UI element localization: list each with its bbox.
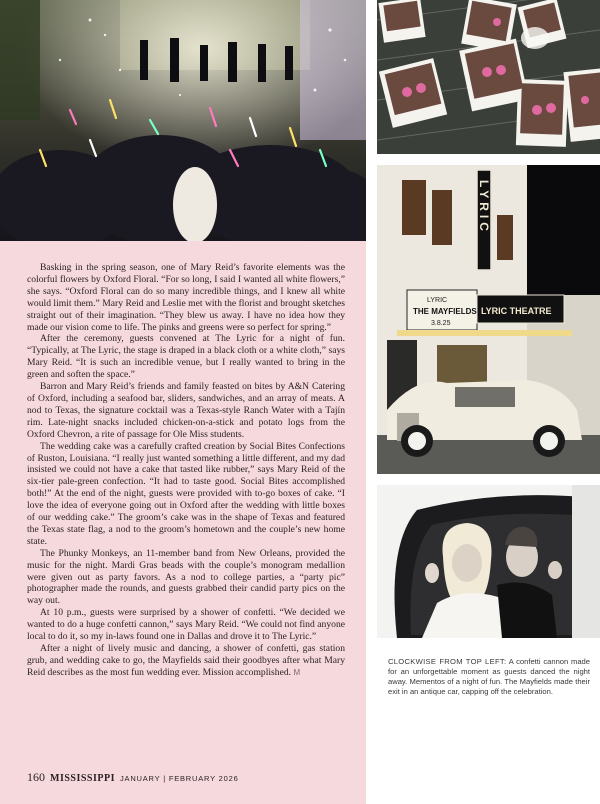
- lyric-theatre-photo: [377, 165, 600, 474]
- article-paragraph: Barron and Mary Reid’s friends and family feasted on bites by A&N Catering of Oxford, including a seafood bar, sliders, sandwiches, and an array of meats. A nod to Texas, the signature cocktail was a Texas-style Ranch Water with a Tajín rim. Late-night snacks included chicken-on-a-stick and potato logs from the Oxford Chevron, a rite of passage for Ole Miss students.: [27, 381, 345, 440]
- marquee-theatre-text: LYRIC THEATRE: [481, 306, 552, 316]
- article-body: [27, 262, 345, 679]
- couple-car-exit-photo: [377, 485, 600, 638]
- article-paragraph: The Phunky Monkeys, an 11-member band from New Orleans, provided the music for the night. Mardi Gras beads with the couple’s monogram medallion were given out as party favors. As a nod to college parties, a “party pic” photographer made the rounds, and guests grabbed their candid party pics on the way out.: [27, 547, 345, 607]
- page-folio: [27, 770, 239, 786]
- polaroid-photos: [377, 0, 600, 154]
- page-number: 160: [27, 770, 45, 784]
- article-paragraph: At 10 p.m., guests were surprised by a shower of confetti. “We decided we wanted to do a huge confetti cannon,” says Mary Reid. “We could not find anyone local to do it, so my in-laws found one in Dallas and drove it to The Lyric.”: [27, 607, 345, 643]
- article-paragraph: The wedding cake was a carefully crafted creation by Social Bites Confections of Ruston, Louisiana. “I really just wanted something a little different, and my dad insisted we could not have a cake that tasted like rubber,” says Mary Reid of the six-tier pale-green confection. “It had to taste good. Social Bites accomplished both!” At the end of the night, guests were provided with to-go boxes of cake. “I love the idea of everyone going out in Oxford after the wedding with little boxes of our wedding cake.” The groom’s cake was in the shape of Texas and featured the Texas state flag, a nod to the groom’s hometown and the couple’s new home state.: [27, 440, 345, 547]
- vertical-lyric-sign: LYRIC: [477, 180, 491, 235]
- issue-date: JANUARY | FEBRUARY 2026: [119, 774, 239, 783]
- marquee-names-text: THE MAYFIELDS: [413, 307, 477, 316]
- caption-lead: CLOCKWISE FROM TOP LEFT:: [388, 657, 507, 666]
- end-mark: M: [293, 667, 301, 677]
- marquee-top-text: LYRIC: [427, 297, 448, 304]
- article-paragraph: Basking in the spring season, one of Mary Reid’s favorite elements was the colorful flowers by Oxford Floral. “For so long, I said I wanted all white flowers,” she says. “Oxford Floral can do so many incredible things, and I knew all white would limit them.” Mary Reid and Leslie met with the florist and brought sketches straight out of their imagination. “They blew us away. I have no idea how they made our vision come to life. The pinks and greens were so perfect for spring.”: [27, 262, 345, 333]
- magazine-name: MISSISSIPPI: [50, 773, 115, 784]
- article-paragraph: After the ceremony, guests convened at The Lyric for a night of fun. “Typically, at The Lyric, the stage is draped in a black cloth or a white cloth,” says Mary Reid. “It is such an incredible venue, but I really wanted to bring in the green and soften the space.”: [27, 333, 345, 381]
- last-paragraph-text: After a night of lively music and dancing, a shower of confetti, gas station grub, and wedding cake to go, the Mayfields said their goodbyes after what Mary Reid describes as the most fun wedding ever. Mission accomplished.: [27, 643, 345, 678]
- article-paragraph-last: [27, 643, 345, 679]
- confetti-dance-floor-photo: [0, 0, 366, 241]
- caption-text: A confetti cannon made for an unforgettable moment as guests danced the night away. Mementos of a night of fun. The Mayfields made their exit in an antique car, capping off the celebration.: [388, 657, 590, 696]
- photo-caption: [388, 657, 590, 697]
- marquee-date-text: 3.8.25: [431, 320, 451, 327]
